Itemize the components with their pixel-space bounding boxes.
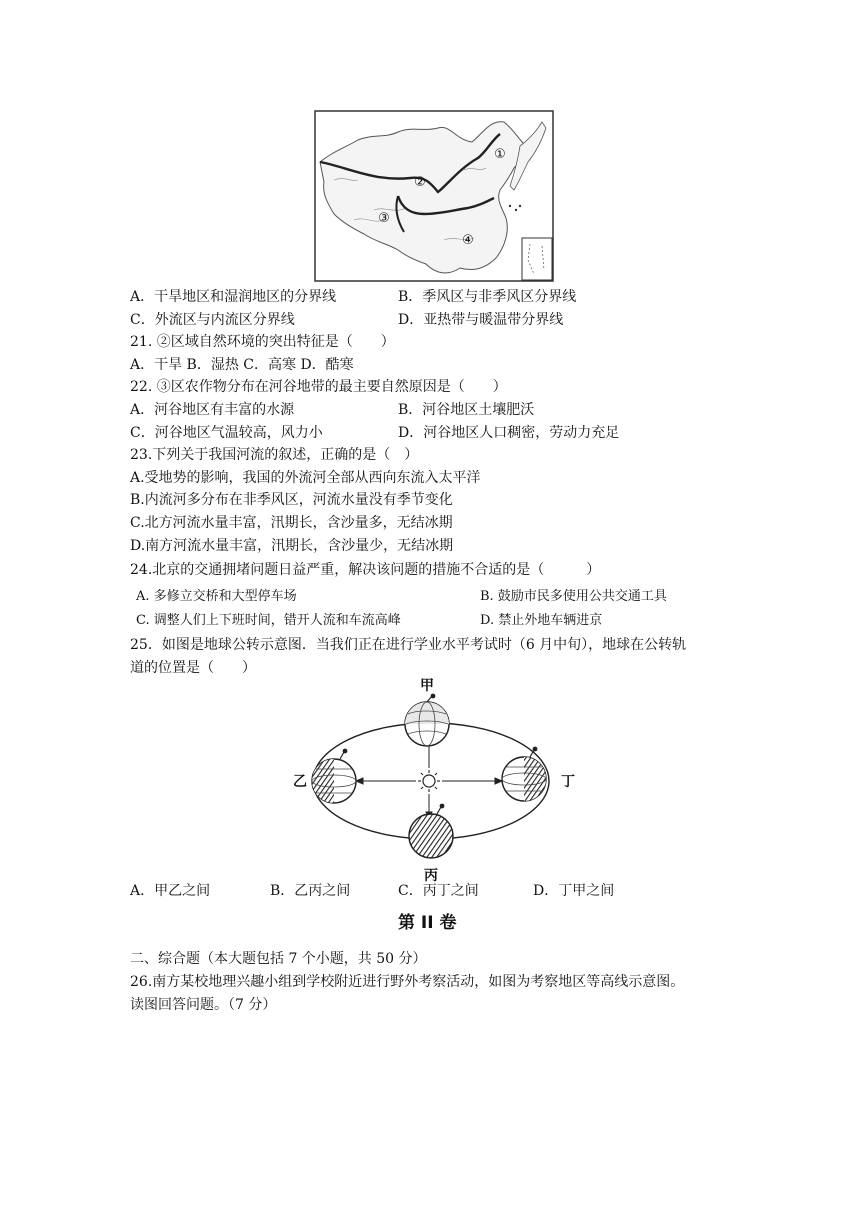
q23-option-b: B.内流河多分布在非季风区，河流水量没有季节变化 <box>130 492 453 508</box>
q21-options: A．干旱 B．湿热 C．高寒 D．酷寒 <box>130 357 354 373</box>
q25-stem-line2: 道的位置是（ ） <box>130 660 256 676</box>
q20-option-c: C．外流区与内流区分界线 <box>130 312 295 328</box>
region-label-4: ④ <box>462 233 474 248</box>
q23-option-c: C.北方河流水量丰富，汛期长，含沙量多，无结冰期 <box>130 515 453 531</box>
q20-option-b: B．季风区与非季风区分界线 <box>398 289 577 305</box>
q25-option-d: D．丁甲之间 <box>533 883 615 899</box>
q26-stem-line1: 26.南方某校地理兴趣小组到学校附近进行野外考察活动，如图为考察地区等高线示意图。 <box>130 974 685 990</box>
q20-option-a: A．干旱地区和湿润地区的分界线 <box>130 289 337 305</box>
q23-option-d: D.南方河流水量丰富，汛期长，含沙量少，无结冰期 <box>130 538 454 554</box>
q24-option-c: C. 调整人们上下班时间，错开人流和车流高峰 <box>136 613 401 628</box>
q22-option-b: B．河谷地区土壤肥沃 <box>398 402 535 418</box>
q23-stem: 23.下列关于我国河流的叙述，正确的是（ ） <box>130 447 419 463</box>
q25-option-b: B．乙丙之间 <box>270 883 351 899</box>
region-label-3: ③ <box>378 211 390 226</box>
q22-option-c: C．河谷地区气温较高，风力小 <box>130 425 323 441</box>
q24-option-b: B. 鼓励市民多使用公共交通工具 <box>480 589 667 604</box>
earth-position-jia <box>405 694 449 746</box>
orbit-label-yi: 乙 <box>293 774 307 790</box>
q23-option-a: A.受地势的影响，我国的外流河全部从西向东流入太平洋 <box>130 470 481 486</box>
q26-stem-line2: 读图回答问题。（7 分） <box>130 997 277 1013</box>
section-title: 第 II 卷 <box>398 913 457 933</box>
south-china-sea-inset <box>522 238 552 280</box>
q25-option-a: A．甲乙之间 <box>130 883 211 899</box>
orbit-label-bing: 丙 <box>424 868 438 884</box>
orbit-label-jia: 甲 <box>420 678 434 694</box>
orbit-label-ding: 丁 <box>561 774 575 790</box>
earth-position-ding <box>502 747 546 801</box>
china-region-map <box>314 110 554 282</box>
q20-option-d: D．亚热带与暖温带分界线 <box>398 312 564 328</box>
earth-position-yi <box>312 749 356 803</box>
q24-stem: 24.北京的交通拥堵问题日益严重，解决该问题的措施不合适的是（ ） <box>130 562 601 578</box>
q22-option-d: D．河谷地区人口稠密，劳动力充足 <box>398 425 620 441</box>
region-label-1: ① <box>494 147 506 162</box>
q24-option-a: A. 多修立交桥和大型停车场 <box>136 589 297 604</box>
q22-stem: 22. ③区农作物分布在河谷地带的最主要自然原因是（ ） <box>130 379 507 395</box>
q25-stem-line1: 25．如图是地球公转示意图．当我们正在进行学业水平考试时（6 月中旬），地球在公转轨 <box>130 637 687 653</box>
earth-orbit-diagram <box>286 674 586 886</box>
q24-option-d: D. 禁止外地车辆进京 <box>480 613 603 628</box>
q22-option-a: A．河谷地区有丰富的水源 <box>130 402 295 418</box>
q21-stem: 21. ②区域自然环境的突出特征是（ ） <box>130 334 395 350</box>
section-intro: 二、综合题（本大题包括 7 个小题，共 50 分） <box>130 951 427 967</box>
region-label-2: ② <box>414 175 426 190</box>
sun-icon <box>418 770 440 792</box>
q25-option-c: C．丙丁之间 <box>398 883 479 899</box>
